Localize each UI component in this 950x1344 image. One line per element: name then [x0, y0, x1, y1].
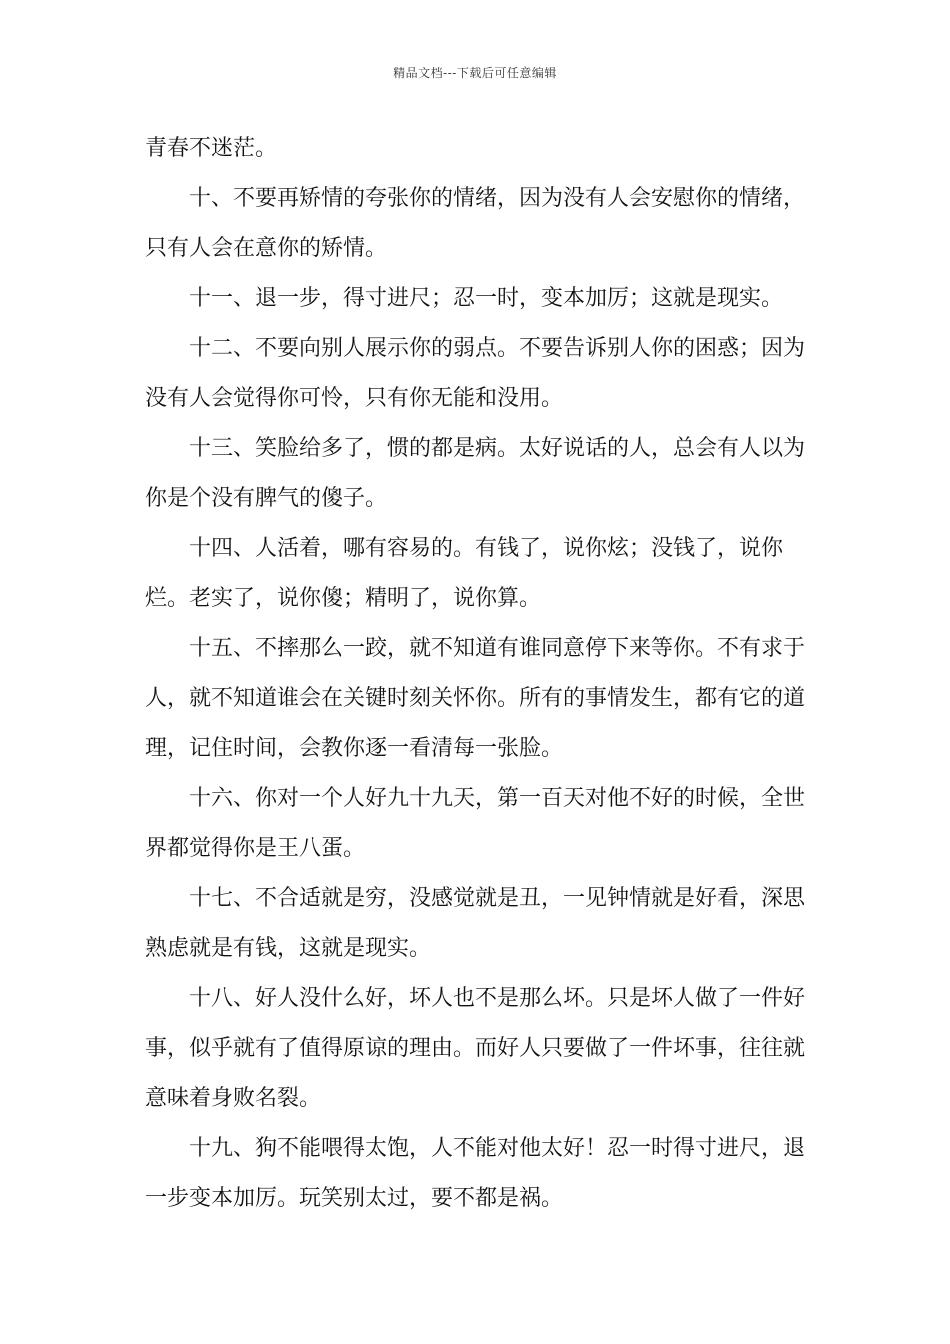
paragraph-13: 十三、笑脸给多了，惯的都是病。太好说话的人，总会有人以为你是个没有脾气的傻子。: [145, 436, 806, 511]
page-header: 精品文档---下载后可任意编辑: [393, 66, 557, 80]
document-body: [145, 124, 810, 1224]
paragraph-11: 十一、退一步，得寸进尺；忍一时，变本加厉；这就是现实。: [189, 286, 784, 311]
paragraph-17: 十七、不合适就是穷，没感觉就是丑，一见钟情就是好看，深思熟虑就是有钱，这就是现实。: [145, 886, 806, 961]
paragraph-10: 十、不要再矫情的夸张你的情绪，因为没有人会安慰你的情绪，只有人会在意你的矫情。: [145, 186, 806, 261]
paragraph-15: 十五、不摔那么一跤，就不知道有谁同意停下来等你。不有求于人，就不知道谁会在关键时刻关怀你。所有的事情发生，都有它的道理，记住时间，会教你逐一看清每一张脸。: [145, 636, 806, 761]
paragraph-19: 十九、狗不能喂得太饱，人不能对他太好！忍一时得寸进尺，退一步变本加厉。玩笑别太过，要不都是祸。: [145, 1136, 806, 1211]
paragraph-14: 十四、人活着，哪有容易的。有钱了，说你炫；没钱了，说你烂。老实了，说你傻；精明了，说你算。: [145, 536, 784, 611]
paragraph-18: 十八、好人没什么好，坏人也不是那么坏。只是坏人做了一件好事，似乎就有了值得原谅的理由。而好人只要做了一件坏事，往往就意味着身败名裂。: [145, 986, 806, 1111]
paragraph-continuation: 青春不迷茫。: [145, 136, 278, 161]
paragraph-12: 十二、不要向别人展示你的弱点。不要告诉别人你的困惑；因为没有人会觉得你可怜，只有你无能和没用。: [145, 336, 806, 411]
paragraph-16: 十六、你对一个人好九十九天，第一百天对他不好的时候，全世界都觉得你是王八蛋。: [145, 786, 806, 861]
